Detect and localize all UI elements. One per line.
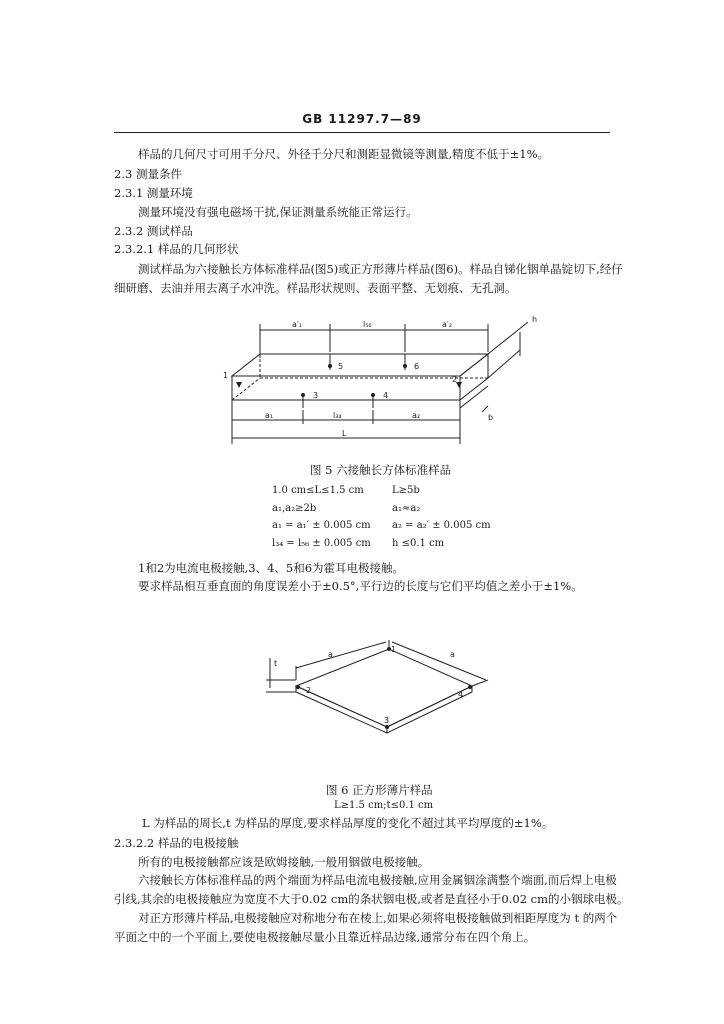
section-2-3-2-1-heading: 2.3.2.1 样品的几何形状 — [114, 242, 239, 256]
figure-5-cuboid-diagram — [220, 312, 550, 454]
section-2-3-heading: 2.3 测量条件 — [114, 167, 182, 181]
fig5-spec-a1-a2: a₁≈a₂ — [392, 503, 421, 514]
fig5-contact-3: 3 — [313, 391, 319, 400]
figure-6-caption: 图 6 正方形薄片样品 — [326, 783, 433, 797]
paragraph-perimeter: L 为样品的周长,t 为样品的厚度,要求样品厚度的变化不超过其平均厚度的±1%。 — [142, 816, 554, 830]
section-2-3-1-heading: 2.3.1 测量环境 — [114, 186, 193, 200]
paragraph-contacts: 1和2为电流电极接触,3、4、5和6为霍耳电极接触。 — [138, 561, 405, 575]
figure-5-caption: 图 5 六接触长方体标准样品 — [310, 463, 452, 477]
fig6-label-t: t — [274, 659, 278, 668]
paragraph-electrode-5: 平面之中的一个平面上,要使电极接触尽量小且靠近样品边缘,通常分布在四个角上。 — [114, 930, 536, 944]
fig5-contact-1: 1 — [223, 371, 229, 380]
fig6-contact-2: 2 — [306, 686, 312, 695]
fig5-spec-a2-tol: a₂ = a₂′ ± 0.005 cm — [392, 520, 491, 531]
fig6-label-a-left: a — [328, 650, 333, 659]
fig5-label-a1-prime: a′₁ — [292, 320, 302, 329]
fig5-spec-L-b: L≥5b — [392, 485, 420, 496]
fig5-label-b: b — [488, 413, 494, 422]
paragraph-shape-line-1: 测试样品为六接触长方体标准样品(图5)或正方形薄片样品(图6)。样品自锑化铟单晶锭切下,经仔 — [138, 262, 623, 276]
fig5-contact-2: 2 — [452, 375, 458, 384]
fig6-spec: L≥1.5 cm;t≤0.1 cm — [334, 800, 434, 811]
fig5-spec-L-range: 1.0 cm≤L≤1.5 cm — [272, 485, 364, 496]
fig5-label-L: L — [342, 429, 347, 438]
fig5-spec-l-tol: l₃₄ = l₅₆ ± 0.005 cm — [272, 538, 371, 549]
standard-number-header: GB 11297.7—89 — [302, 112, 422, 126]
fig5-contact-6: 6 — [414, 362, 420, 371]
fig5-label-a2: a₂ — [412, 411, 421, 420]
fig6-label-a-right: a — [450, 650, 455, 659]
figure-6-square-sheet-diagram — [262, 640, 524, 754]
paragraph-angle: 要求样品相互垂直面的角度误差小于±0.5°,平行边的长度与它们平均值之差小于±1%。 — [138, 579, 583, 593]
fig6-contact-1: 1 — [391, 645, 397, 654]
fig6-contact-4: 4 — [458, 690, 464, 699]
paragraph-electrode-2: 六接触长方体标准样品的两个端面为样品电流电极接触,应用金属铟涂满整个端面,而后焊上电极 — [138, 873, 617, 887]
fig5-contact-4: 4 — [383, 391, 389, 400]
paragraph-environment: 测量环境没有强电磁场干扰,保证测量系统能正常运行。 — [138, 205, 418, 219]
fig5-label-a2-prime: a′₂ — [442, 320, 452, 329]
paragraph-shape-line-2: 细研磨、去油并用去离子水冲洗。样品形状规则、表面平整、无划痕、无孔洞。 — [114, 281, 517, 295]
fig5-label-h: h — [532, 315, 538, 324]
fig5-label-l34: l₃₄ — [333, 411, 342, 420]
fig5-spec-a-b: a₁,a₂≥2b — [272, 503, 317, 514]
fig6-contact-3: 3 — [384, 716, 390, 725]
paragraph-electrode-1: 所有的电极接触都应该是欧姆接触,一般用铟做电极接触。 — [138, 855, 430, 869]
paragraph-electrode-4: 对正方形薄片样品,电极接触应对称地分布在棱上,如果必须将电极接触做到相距厚度为 t 的两个 — [138, 911, 618, 925]
fig5-label-l56: l₅₆ — [363, 320, 372, 329]
section-2-3-2-heading: 2.3.2 测试样品 — [114, 224, 193, 238]
paragraph-intro: 样品的几何尺寸可用千分尺、外径千分尺和测距显微镜等测量,精度不低于±1%。 — [138, 147, 550, 161]
fig5-spec-a1-tol: a₁ = a₁′ ± 0.005 cm — [272, 520, 371, 531]
section-2-3-2-2-heading: 2.3.2.2 样品的电极接触 — [114, 836, 239, 850]
fig5-spec-h: h ≤0.1 cm — [392, 538, 445, 549]
fig5-contact-5: 5 — [338, 362, 344, 371]
fig5-label-a1: a₁ — [265, 411, 274, 420]
header-rule — [114, 132, 610, 133]
paragraph-electrode-3: 引线,其余的电极接触应为宽度不大于0.02 cm的条状铟电极,或者是直径小于0.02 cm的小铟球电极。 — [114, 892, 629, 906]
